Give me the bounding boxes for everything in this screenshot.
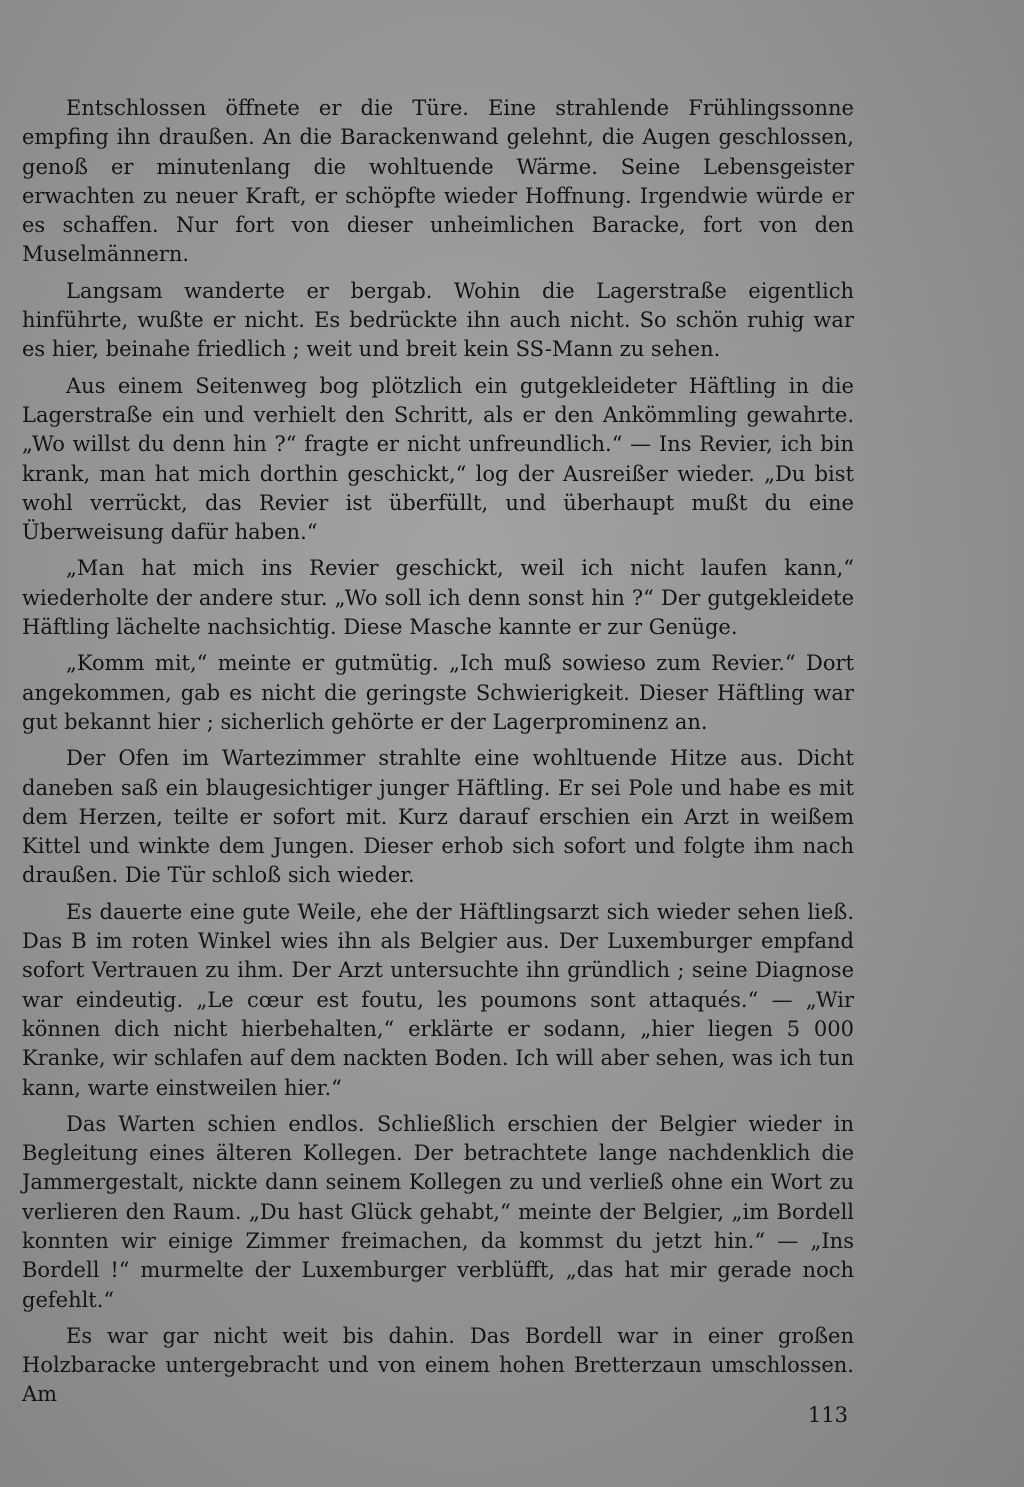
paragraph-2: Langsam wanderte er bergab. Wohin die Lagerstraße eigentlich hinführte, wußte er nicht. Es bedrückte ihn auch nicht. So schön ruhig war es hier, beinahe friedlich ; weit und breit kein SS-Mann zu sehen. <box>22 278 854 362</box>
paragraph-6: Der Ofen im Wartezimmer strahlte eine wohltuende Hitze aus. Dicht daneben saß ein blaugesichtiger junger Häftling. Er sei Pole und habe es mit dem Herzen, teilte er sofort mit. Kurz darauf erschien ein Arzt in weißem Kittel und winkte dem Jungen. Dieser erhob sich sofort und folgte ihm nach draußen. Die Tür schloß sich wieder. <box>22 746 854 888</box>
paragraph-3: Aus einem Seitenweg bog plötzlich ein gutgekleideter Häftling in die Lagerstraße ein und verhielt den Schritt, als er den Ankömmling gewahrte. „Wo willst du denn hin ?“ fragte er nicht unfreundlich.“ — Ins Revier, ich bin krank, man hat mich dorthin geschickt,“ log der Ausreißer wieder. „Du bist wohl verrückt, das Revier ist überfüllt, und überhaupt mußt du eine Überweisung dafür haben.“ <box>22 373 854 545</box>
paragraph-1: Entschlossen öffnete er die Türe. Eine strahlende Frühlingssonne empfing ihn draußen. An die Barackenwand gelehnt, die Augen geschlossen, genoß er minutenlang die wohltuende Wärme. Seine Lebensgeister erwachten zu neuer Kraft, er schöpfte wieder Hoffnung. Irgendwie würde er es schaffen. Nur fort von dieser unheimlichen Baracke, fort von den Muselmännern. <box>22 96 854 267</box>
paragraph-8: Das Warten schien endlos. Schließlich erschien der Belgier wieder in Begleitung eines älteren Kollegen. Der betrachtete lange nachdenklich die Jammergestalt, nickte dann seinem Kollegen zu und verließ ohne ein Wort zu verlieren den Raum. „Du hast Glück gehabt,“ meinte der Belgier, „im Bordell konnten wir einige Zimmer freimachen, da kommst du jetzt hin.“ — „Ins Bordell !“ murmelte der Luxemburger verblüfft, „das hat mir gerade noch gefehlt.“ <box>22 1111 854 1312</box>
body-text <box>22 94 854 1417</box>
paragraph-7: Es dauerte eine gute Weile, ehe der Häftlingsarzt sich wieder sehen ließ. Das B im roten Winkel wies ihn als Belgier aus. Der Luxemburger empfand sofort Vertrauen zu ihm. Der Arzt untersuchte ihn gründlich ; seine Diagnose war eindeutig. „Le cœur est foutu, les poumons sont attaqués.“ — „Wir können dich nicht hierbehalten,“ erklärte er sodann, „hier liegen 5 000 Kranke, wir schlafen auf dem nackten Boden. Ich will aber sehen, was ich tun kann, warte einstweilen hier.“ <box>22 899 854 1100</box>
paragraph-4: „Man hat mich ins Revier geschickt, weil ich nicht laufen kann,“ wiederholte der andere stur. „Wo soll ich denn sonst hin ?“ Der gutgekleidete Häftling lächelte nachsichtig. Diese Masche kannte er zur Genüge. <box>22 556 854 640</box>
paragraph-9: Es war gar nicht weit bis dahin. Das Bordell war in einer großen Holzbaracke untergebracht und von einem hohen Bretterzaun umschlossen. Am <box>22 1323 854 1407</box>
paragraph-5: „Komm mit,“ meinte er gutmütig. „Ich muß sowieso zum Revier.“ Dort angekommen, gab es nicht die geringste Schwierigkeit. Dieser Häftling war gut bekannt hier ; sicherlich gehörte er der Lagerprominenz an. <box>22 651 854 734</box>
page-number: 113 <box>807 1403 848 1427</box>
